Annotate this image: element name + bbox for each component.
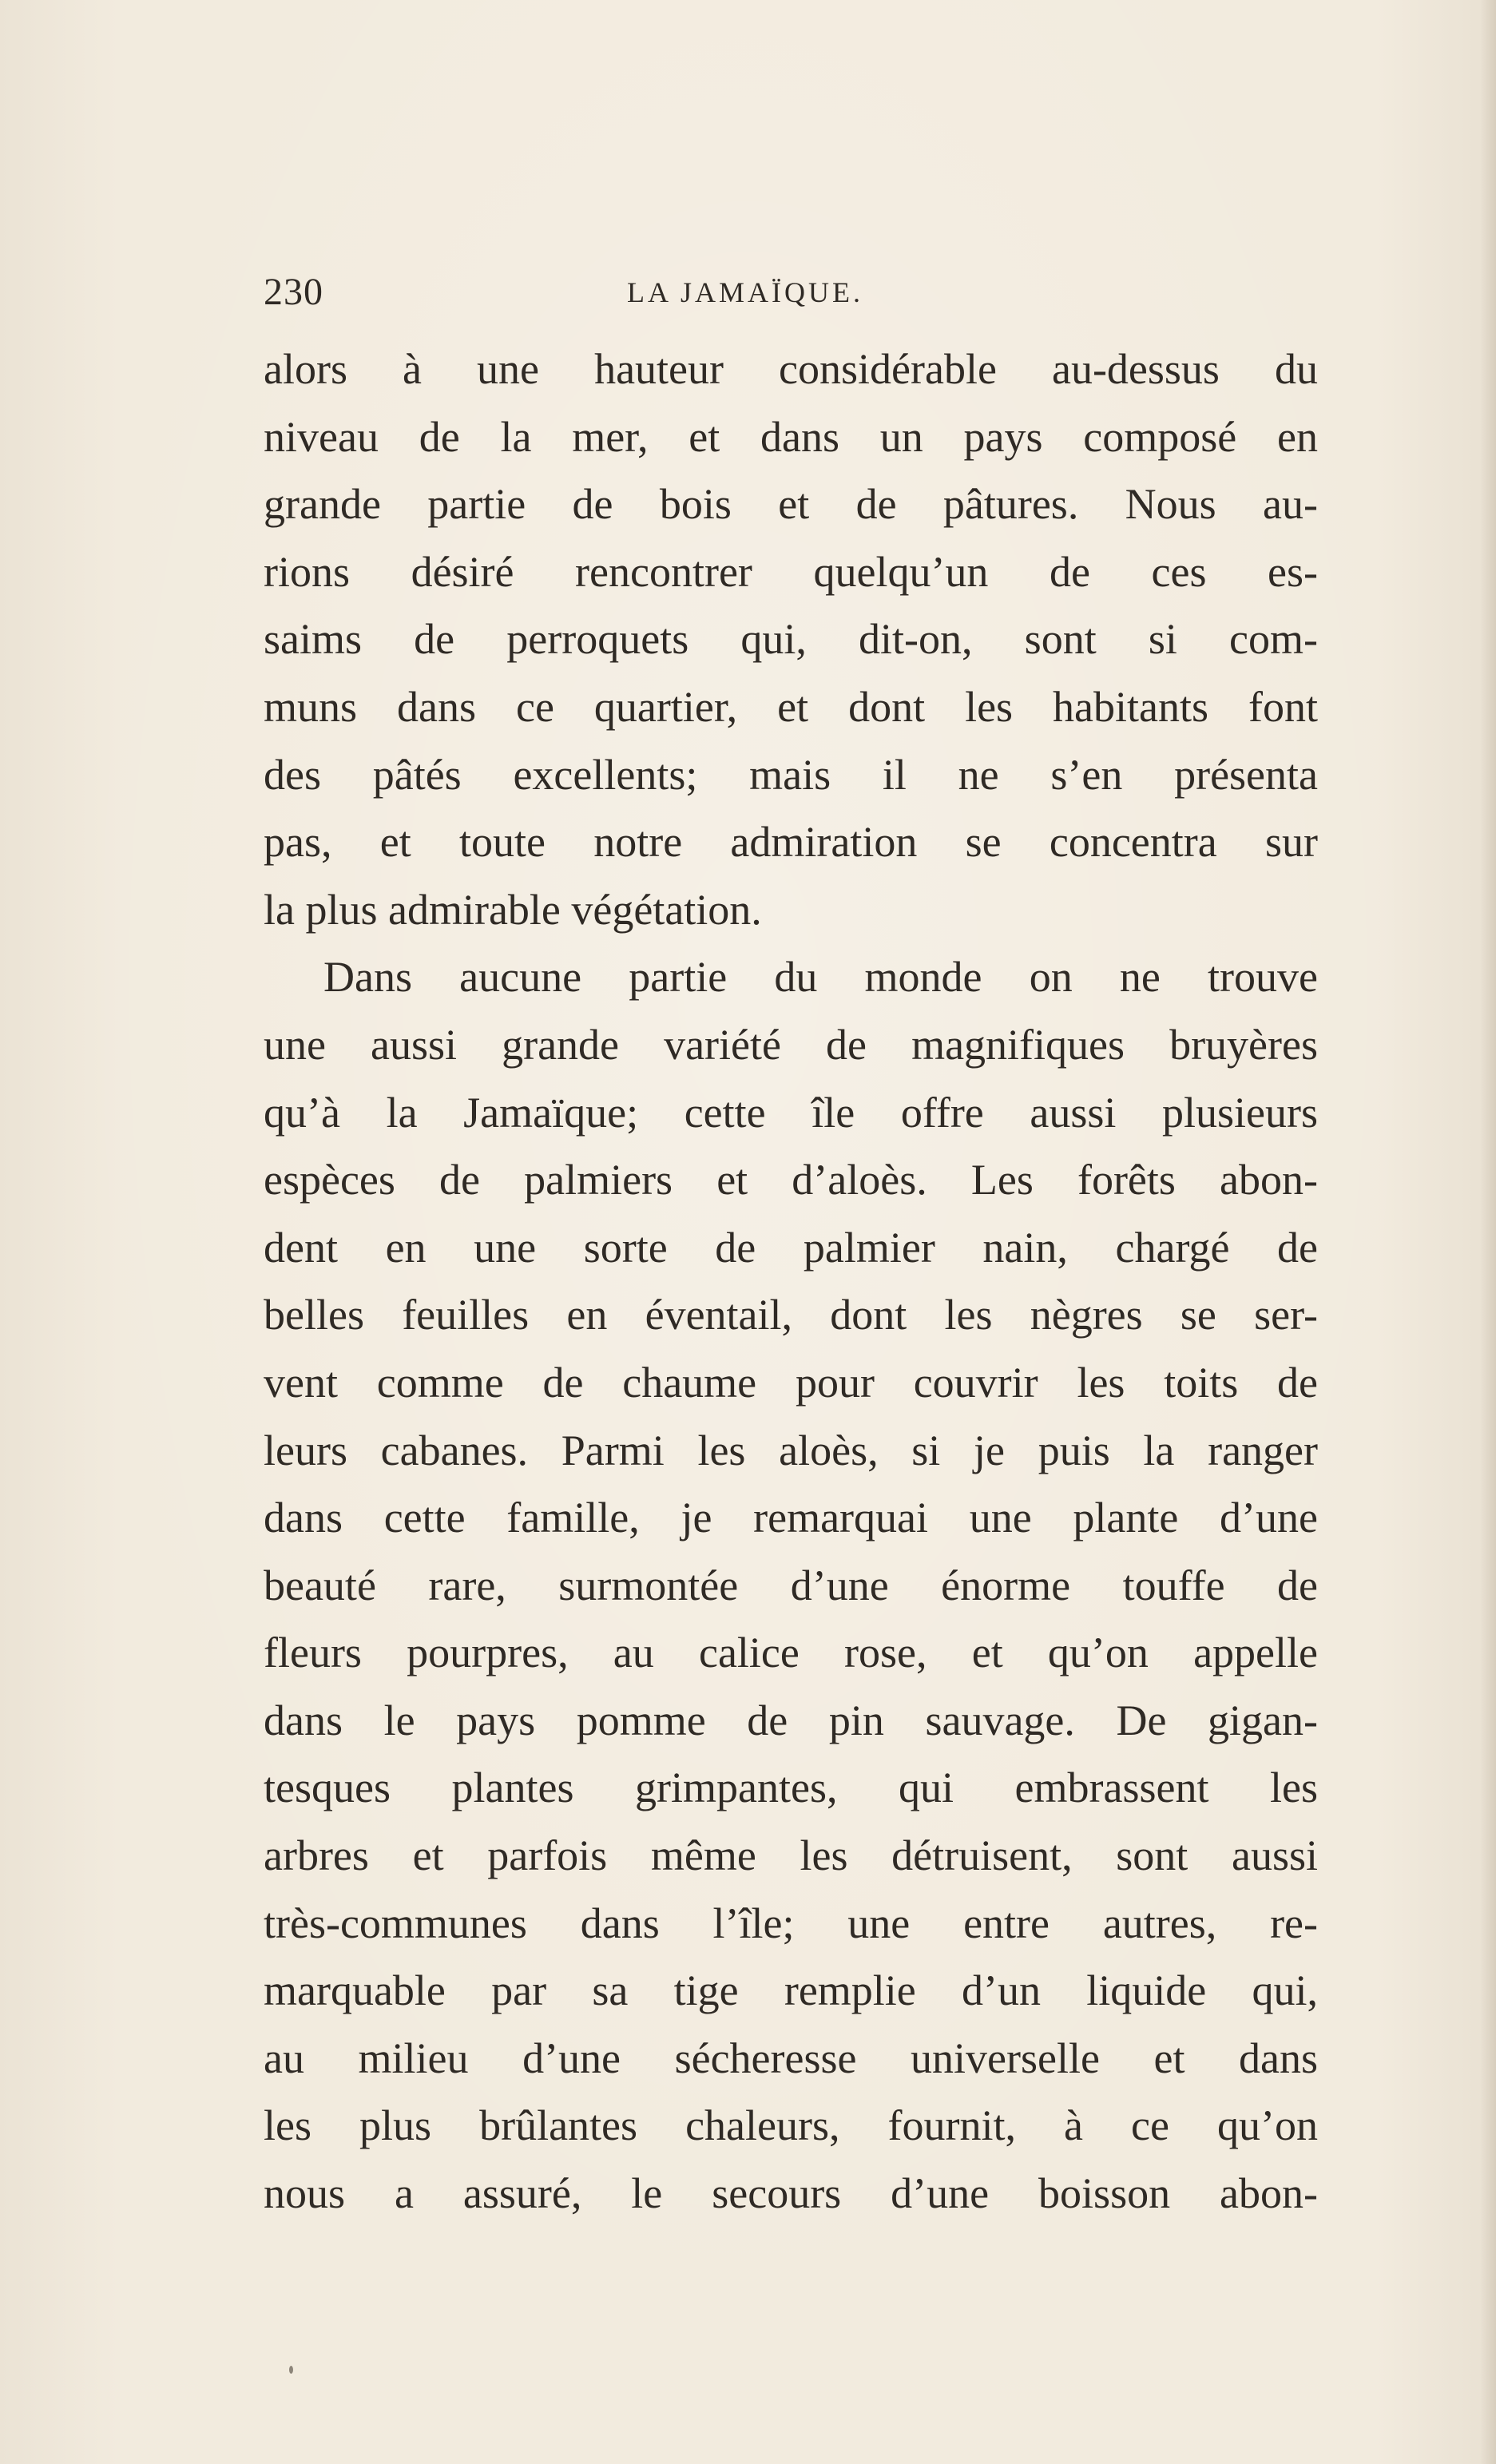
text-line: dent en une sorte de palmier nain, chargé de [264,1223,1318,1272]
body-text [264,335,1318,2228]
text-line: marquable par sa tige remplie d’un liquide qui, [264,1966,1318,2015]
text-line: saims de perroquets qui, dit-on, sont si com- [264,615,1318,664]
text-line: beauté rare, surmontée d’une énorme touffe de [264,1561,1318,1609]
text-line: rions désiré rencontrer quelqu’un de ces es- [264,547,1318,596]
text-line: vent comme de chaume pour couvrir les toits de [264,1358,1318,1407]
text-line: des pâtés excellents; mais il ne s’en présenta [264,750,1318,799]
text-line: arbres et parfois même les détruisent, sont aussi [264,1831,1318,1880]
text-line: belles feuilles en éventail, dont les nègres se ser- [264,1291,1318,1339]
text-line: qu’à la Jamaïque; cette île offre aussi plusieurs [264,1088,1318,1137]
text-line: les plus brûlantes chaleurs, fournit, à ce qu’on [264,2101,1318,2150]
text-line: tesques plantes grimpantes, qui embrassent les [264,1764,1318,1812]
text-line: pas, et toute notre admiration se concentra sur [264,818,1318,867]
text-line: une aussi grande variété de magnifiques bruyères [264,1020,1318,1069]
text-line: nous a assuré, le secours d’une boisson abon- [264,2169,1318,2218]
page-number: 230 [264,271,323,313]
text-line: au milieu d’une sécheresse universelle et dans [264,2033,1318,2082]
text-line: espèces de palmiers et d’aloès. Les forêts abon- [264,1156,1318,1204]
text-line: grande partie de bois et de pâtures. Nous au- [264,480,1318,529]
running-head [264,268,1318,316]
text-line: dans le pays pomme de pin sauvage. De gigan- [264,1696,1318,1744]
paper-speck [289,2366,293,2374]
text-line: très-communes dans l’île; une entre autres, re- [264,1899,1318,1947]
paragraph-end-line: la plus admirable végétation. [264,885,762,934]
text-line: muns dans ce quartier, et dont les habitants font [264,682,1318,731]
text-line: niveau de la mer, et dans un pays composé en [264,412,1318,461]
text-line: leurs cabanes. Parmi les aloès, si je puis la ranger [264,1426,1318,1474]
paragraph-start-line: Dans aucune partie du monde on ne trouve [323,953,1318,1002]
text-line: fleurs pourpres, au calice rose, et qu’on appelle [264,1629,1318,1677]
page-edge-shadow [1480,0,1496,2464]
running-title: LA JAMAÏQUE. [627,276,863,308]
text-line: dans cette famille, je remarquai une plante d’une [264,1494,1318,1542]
text-line: alors à une hauteur considérable au-dessus du [264,345,1318,393]
